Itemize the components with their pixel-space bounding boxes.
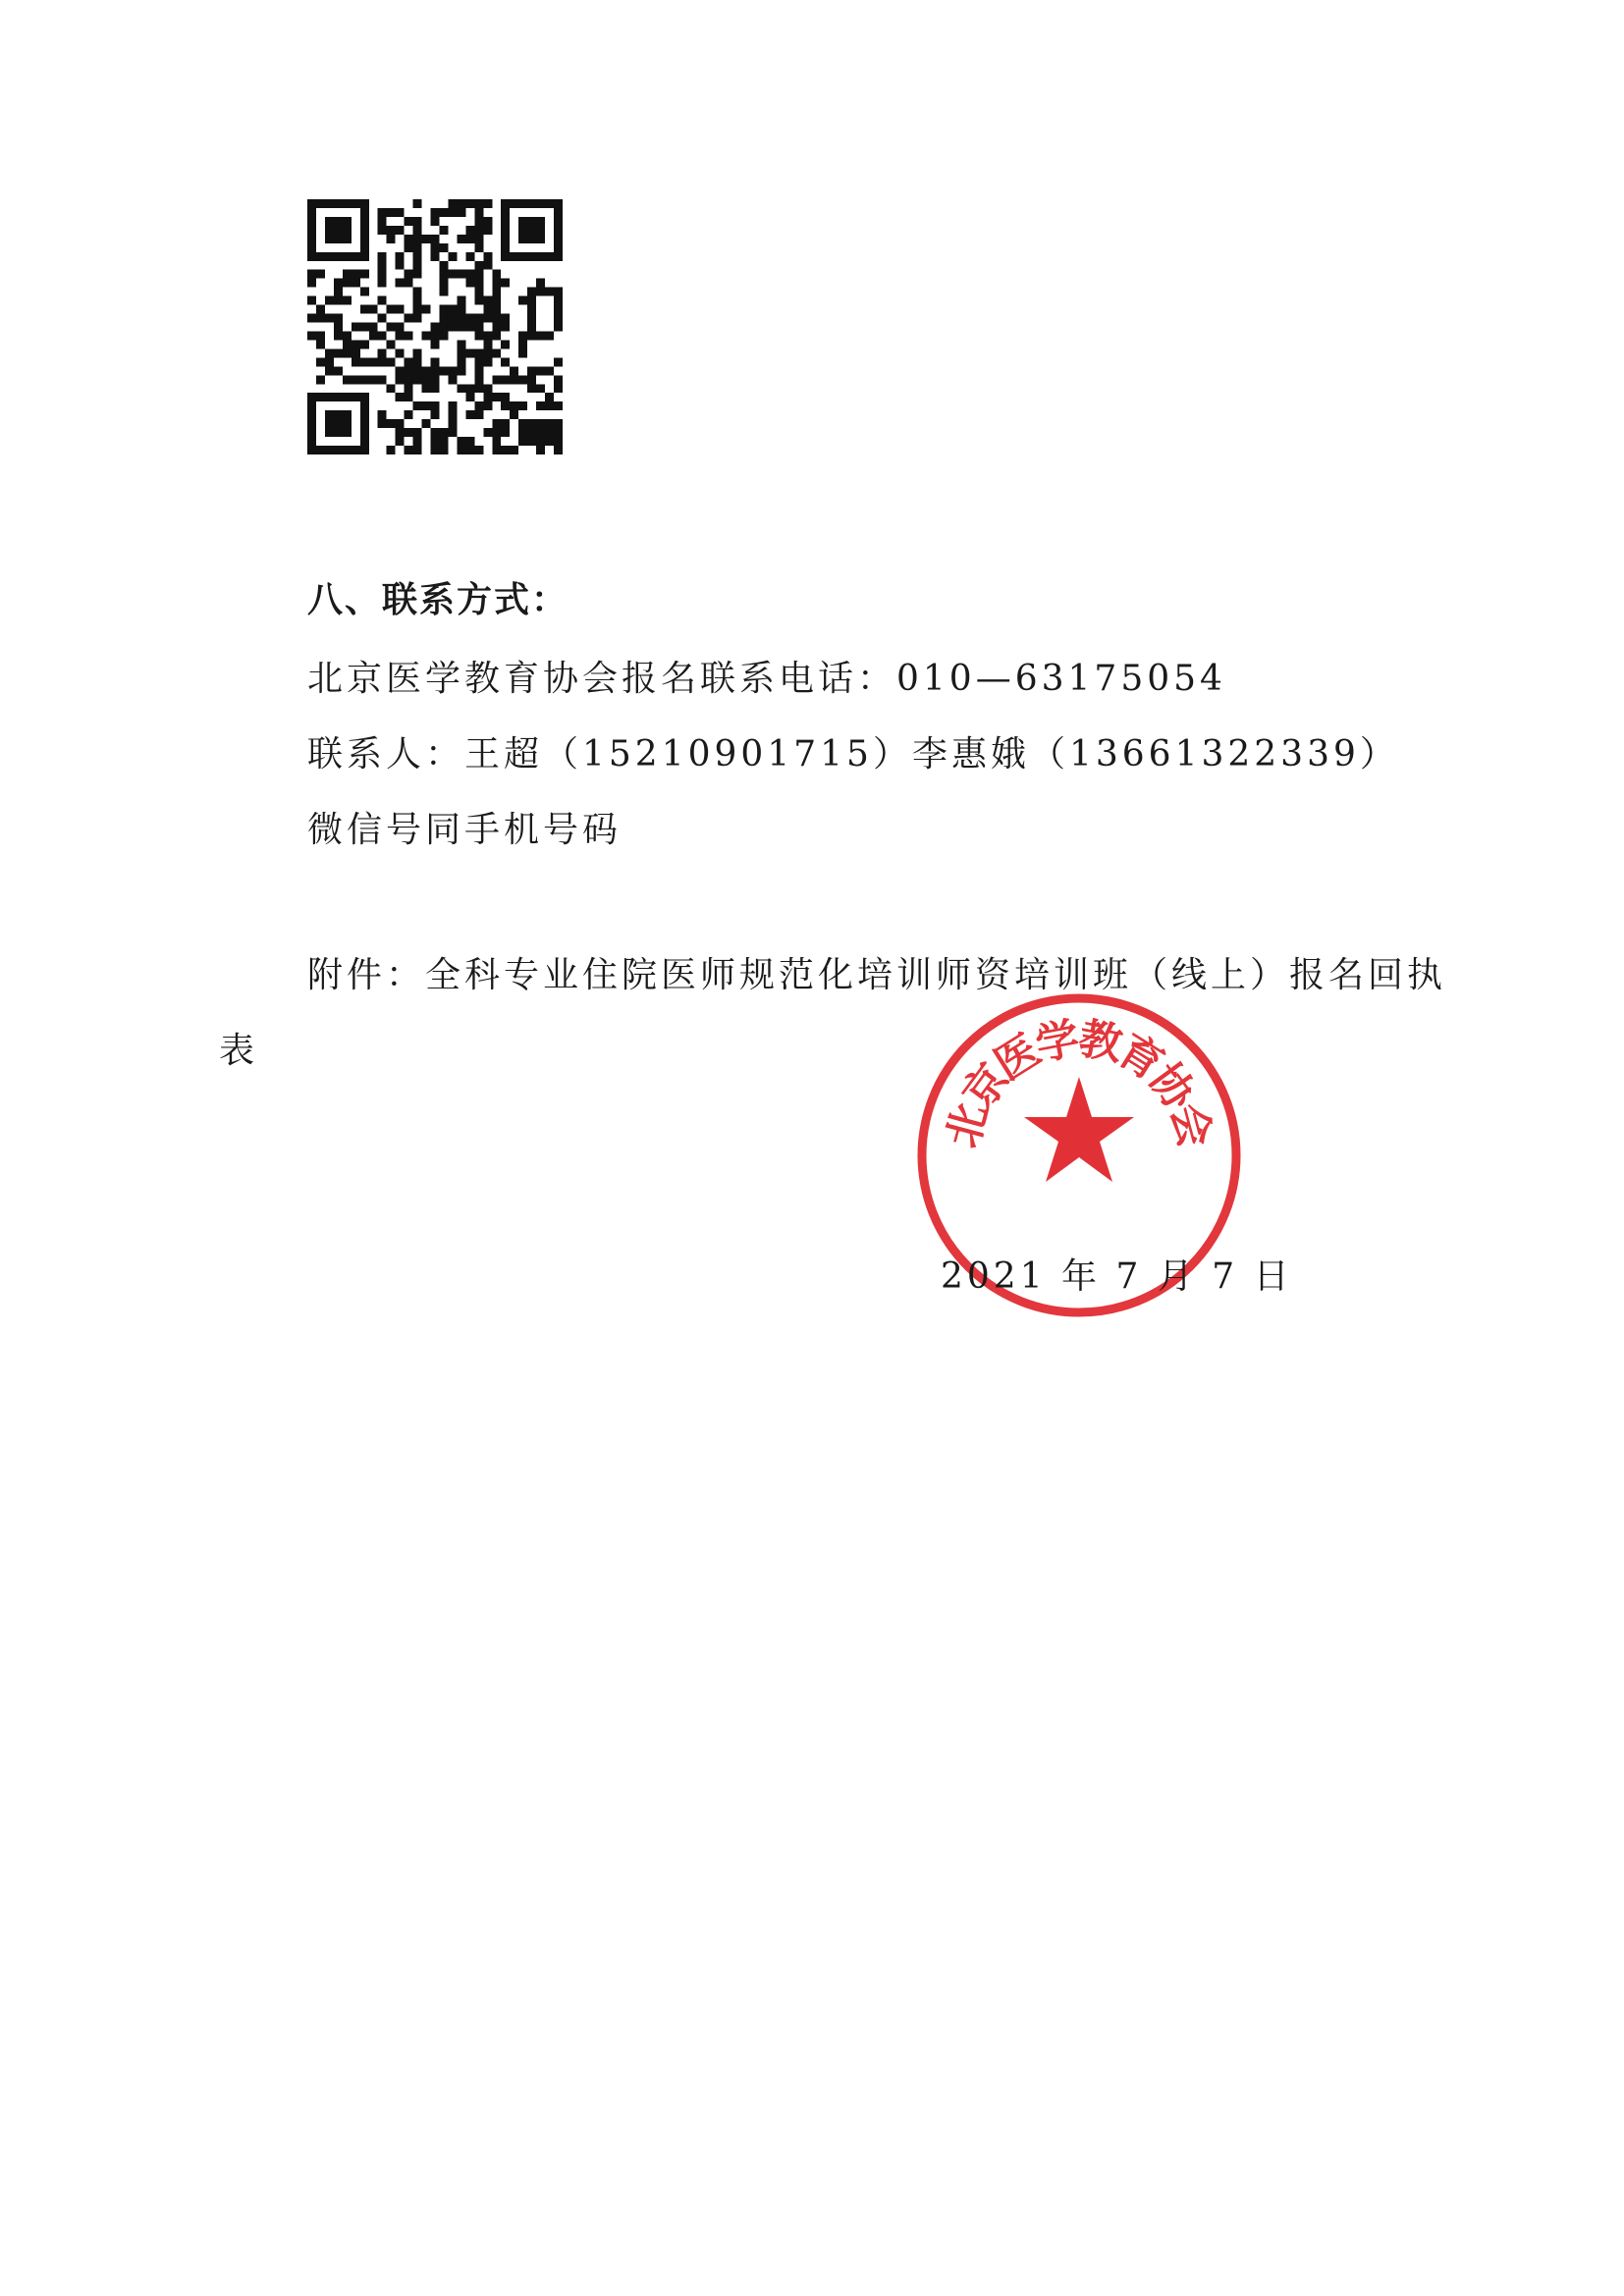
qr-code[interactable] [307, 199, 563, 454]
seal-character: 北 [938, 1097, 998, 1153]
issue-date: 2021 年 7 月 7 日 [941, 1256, 1293, 1297]
contact-section-heading: 八、联系方式： [307, 579, 569, 620]
seal-character: 京 [952, 1054, 1020, 1120]
seal-character: 医 [986, 1025, 1050, 1091]
seal-character: 教 [1074, 1013, 1127, 1071]
seal-character: 会 [1161, 1097, 1220, 1153]
wechat-line: 微信号同手机号码 [307, 810, 623, 850]
seal-character: 学 [1031, 1013, 1084, 1071]
attachment-note: 附件：全科专业住院医师规范化培训师资培训班（线上）报名回执表 [219, 955, 1447, 1071]
seal-character: 协 [1138, 1054, 1206, 1120]
phone-line: 北京医学教育协会报名联系电话：010—63175054 [307, 659, 1226, 699]
contacts-line: 联系人：王超（15210901715）李惠娥（13661322339） [307, 734, 1399, 774]
qr-code-icon [307, 199, 563, 454]
seal-character: 育 [1109, 1025, 1172, 1091]
